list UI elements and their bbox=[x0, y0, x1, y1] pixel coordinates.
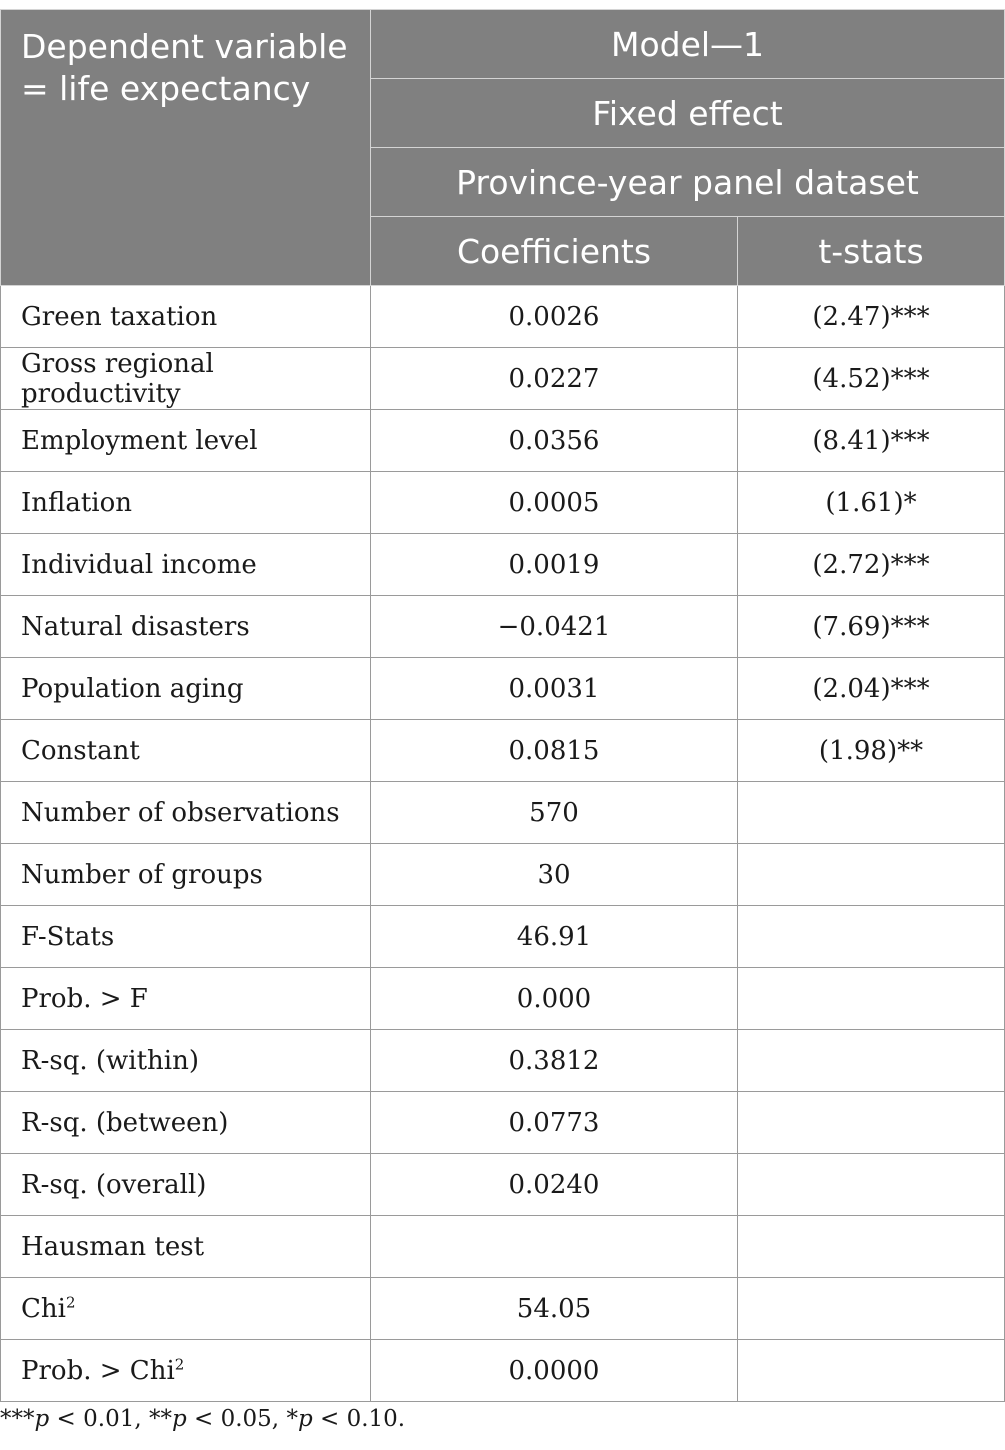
tstat-cell: (7.69)*** bbox=[738, 596, 1005, 658]
row-label bbox=[1, 1216, 371, 1278]
row-label-text: Individual income bbox=[21, 549, 257, 580]
row-label bbox=[1, 720, 371, 782]
row-label-text: R-sq. (between) bbox=[21, 1107, 229, 1138]
tstat-cell bbox=[738, 1030, 1005, 1092]
coefficient-cell: 54.05 bbox=[371, 1278, 738, 1340]
footnote-stars-10pct: * bbox=[286, 1406, 298, 1432]
table-row bbox=[1, 658, 1005, 720]
row-label bbox=[1, 596, 371, 658]
row-label bbox=[1, 1278, 371, 1340]
footnote-threshold-5pct: < 0.05, bbox=[186, 1406, 287, 1432]
tstat-cell bbox=[738, 906, 1005, 968]
table-row bbox=[1, 1216, 1005, 1278]
row-label-text: Hausman test bbox=[21, 1231, 205, 1262]
model-header: Model—1 bbox=[371, 10, 1005, 79]
table-row bbox=[1, 472, 1005, 534]
tstats-column-header: t-stats bbox=[738, 217, 1005, 286]
coefficient-cell bbox=[371, 1216, 738, 1278]
row-label-text: Prob. > F bbox=[21, 983, 148, 1014]
row-label-text: Population aging bbox=[21, 673, 244, 704]
table-row bbox=[1, 1278, 1005, 1340]
row-label bbox=[1, 658, 371, 720]
coefficient-cell: 30 bbox=[371, 844, 738, 906]
table-header bbox=[1, 10, 1005, 286]
row-label bbox=[1, 968, 371, 1030]
row-label-text: Inflation bbox=[21, 487, 133, 518]
table-row bbox=[1, 906, 1005, 968]
tstat-cell bbox=[738, 968, 1005, 1030]
row-label-text: Number of groups bbox=[21, 859, 263, 890]
row-label-text: R-sq. (overall) bbox=[21, 1169, 207, 1200]
coefficient-cell: 0.0000 bbox=[371, 1340, 738, 1402]
row-label-text: Number of observations bbox=[21, 797, 340, 828]
tstat-cell: (8.41)*** bbox=[738, 410, 1005, 472]
row-label-text: Gross regional productivity bbox=[21, 348, 214, 409]
row-label bbox=[1, 472, 371, 534]
row-label bbox=[1, 534, 371, 596]
table-row bbox=[1, 410, 1005, 472]
coefficient-cell: 0.0815 bbox=[371, 720, 738, 782]
significance-footnote bbox=[0, 1406, 405, 1432]
row-label-text: Green taxation bbox=[21, 301, 218, 332]
tstat-cell bbox=[738, 1278, 1005, 1340]
tstat-cell bbox=[738, 1154, 1005, 1216]
footnote-p-1pct: p bbox=[34, 1406, 50, 1432]
table-row bbox=[1, 534, 1005, 596]
table-row bbox=[1, 348, 1005, 410]
regression-table bbox=[0, 9, 1005, 1402]
table-row bbox=[1, 844, 1005, 906]
table-row bbox=[1, 1030, 1005, 1092]
row-label-text: F-Stats bbox=[21, 921, 115, 952]
tstat-cell: (1.61)* bbox=[738, 472, 1005, 534]
tstat-cell bbox=[738, 1216, 1005, 1278]
row-label-text: Prob. > Chi bbox=[21, 1355, 175, 1386]
footnote-threshold-10pct: < 0.10. bbox=[312, 1406, 406, 1432]
coefficient-cell: 0.0031 bbox=[371, 658, 738, 720]
coefficient-cell: 0.0773 bbox=[371, 1092, 738, 1154]
tstat-cell bbox=[738, 1092, 1005, 1154]
tstat-cell: (4.52)*** bbox=[738, 348, 1005, 410]
table-row bbox=[1, 968, 1005, 1030]
coefficient-cell: 0.0019 bbox=[371, 534, 738, 596]
dataset-header: Province-year panel dataset bbox=[371, 148, 1005, 217]
table-row bbox=[1, 286, 1005, 348]
footnote-threshold-1pct: < 0.01, bbox=[49, 1406, 149, 1432]
table-row bbox=[1, 782, 1005, 844]
tstat-cell: (1.98)** bbox=[738, 720, 1005, 782]
row-label bbox=[1, 1030, 371, 1092]
table-row bbox=[1, 1154, 1005, 1216]
footnote-p-5pct: p bbox=[171, 1406, 187, 1432]
coefficient-cell: 0.0005 bbox=[371, 472, 738, 534]
row-label-superscript: 2 bbox=[65, 1292, 76, 1311]
row-label bbox=[1, 1092, 371, 1154]
row-label bbox=[1, 1340, 371, 1402]
coefficient-cell: 570 bbox=[371, 782, 738, 844]
row-label bbox=[1, 348, 371, 410]
row-label bbox=[1, 906, 371, 968]
row-label bbox=[1, 782, 371, 844]
table-row bbox=[1, 1092, 1005, 1154]
tstat-cell: (2.04)*** bbox=[738, 658, 1005, 720]
tstat-cell bbox=[738, 844, 1005, 906]
footnote-stars-1pct: *** bbox=[0, 1406, 35, 1432]
footnote-stars-5pct: ** bbox=[148, 1406, 172, 1432]
tstat-cell bbox=[738, 1340, 1005, 1402]
footnote-p-10pct: p bbox=[297, 1406, 313, 1432]
row-label bbox=[1, 844, 371, 906]
tstat-cell bbox=[738, 782, 1005, 844]
dependent-variable-header: Dependent variable = life expectancy bbox=[1, 10, 371, 286]
table-row bbox=[1, 1340, 1005, 1402]
table-row bbox=[1, 596, 1005, 658]
coefficient-cell: 46.91 bbox=[371, 906, 738, 968]
row-label-text: Chi bbox=[21, 1293, 66, 1324]
coefficient-cell: 0.3812 bbox=[371, 1030, 738, 1092]
tstat-cell: (2.47)*** bbox=[738, 286, 1005, 348]
row-label bbox=[1, 410, 371, 472]
row-label-text: Natural disasters bbox=[21, 611, 250, 642]
coefficient-cell: 0.0227 bbox=[371, 348, 738, 410]
coefficient-cell: 0.000 bbox=[371, 968, 738, 1030]
row-label-text: R-sq. (within) bbox=[21, 1045, 199, 1076]
effect-header: Fixed effect bbox=[371, 79, 1005, 148]
coefficient-cell: 0.0240 bbox=[371, 1154, 738, 1216]
coefficients-column-header: Coefficients bbox=[371, 217, 738, 286]
tstat-cell: (2.72)*** bbox=[738, 534, 1005, 596]
row-label-superscript: 2 bbox=[174, 1354, 185, 1373]
coefficient-cell: 0.0356 bbox=[371, 410, 738, 472]
coefficient-cell: −0.0421 bbox=[371, 596, 738, 658]
table-body bbox=[1, 286, 1005, 1402]
row-label-text: Employment level bbox=[21, 425, 258, 456]
row-label bbox=[1, 286, 371, 348]
table-row bbox=[1, 720, 1005, 782]
row-label-text: Constant bbox=[21, 735, 140, 766]
row-label bbox=[1, 1154, 371, 1216]
coefficient-cell: 0.0026 bbox=[371, 286, 738, 348]
